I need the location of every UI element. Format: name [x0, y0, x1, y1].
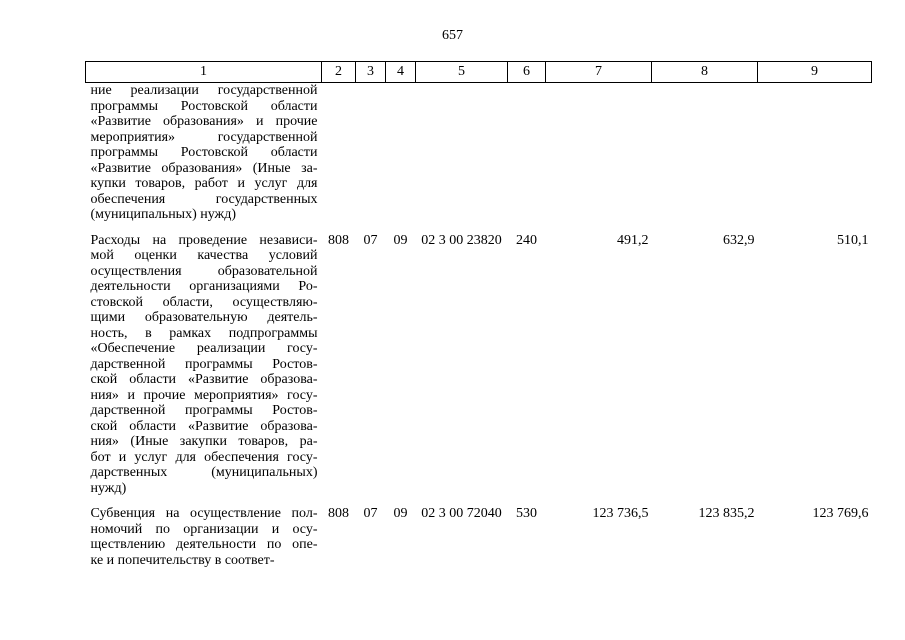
amount-year-3: 510,1 — [837, 232, 869, 248]
description-line: бот и услуг для обеспечения госу- — [90, 449, 318, 465]
target-article-code — [416, 83, 508, 223]
ministry-code: 808 — [328, 232, 349, 248]
description-line: дарственной программы Ростов- — [90, 356, 318, 372]
subsection-code — [386, 83, 416, 223]
column-header: 5 — [416, 62, 508, 83]
description-line: программы Ростовской области — [90, 145, 318, 160]
section-code: 07 — [363, 232, 378, 248]
column-header: 7 — [546, 62, 652, 83]
expense-type-code — [508, 83, 546, 223]
ministry-code: 808 — [328, 506, 349, 521]
amount-year-1: 123 736,5 — [592, 506, 649, 521]
page-number: 657 — [442, 28, 463, 43]
table-row — [86, 83, 872, 223]
target-article-code: 02 3 00 72040 — [421, 506, 502, 521]
expense-type-code: 240 — [516, 232, 537, 248]
row-description — [86, 83, 322, 223]
amount-year-3 — [758, 83, 872, 223]
description-line: «Развитие образования» и прочие — [90, 114, 318, 129]
row-description — [86, 496, 322, 568]
amount-year-1: 491,2 — [617, 232, 649, 248]
ministry-code — [322, 83, 356, 223]
column-header: 6 — [508, 62, 546, 83]
description-line: осуществления образовательной — [90, 263, 318, 279]
description-line: деятельности организациями Ро- — [90, 279, 318, 294]
description-line: Расходы на проведение независи- — [90, 232, 318, 248]
row-description — [86, 223, 322, 497]
description-line: нужд) — [90, 480, 127, 496]
description-line: ке и попечительству в соответ- — [90, 552, 275, 568]
amount-year-2 — [652, 83, 758, 223]
amount-year-2: 123 835,2 — [698, 506, 755, 521]
description-line: (муниципальных) нужд) — [90, 207, 237, 222]
amount-year-2: 632,9 — [723, 232, 755, 248]
description-line: дарственных (муниципальных) — [90, 465, 318, 480]
description-line: купки товаров, работ и услуг для — [90, 176, 318, 191]
column-header: 4 — [386, 62, 416, 83]
description-line: ществлению деятельности по опе- — [90, 537, 318, 552]
budget-table — [85, 61, 872, 568]
amount-year-1 — [546, 83, 652, 223]
description-line: ния» (Иные закупки товаров, ра- — [90, 434, 318, 449]
description-line: ской области «Развитие образова- — [90, 418, 318, 434]
column-header: 9 — [758, 62, 872, 83]
table-body — [86, 83, 872, 569]
subsection-code: 09 — [393, 506, 408, 521]
description-line: мой оценки качества условий — [90, 248, 318, 263]
description-line: Субвенция на осуществление пол- — [90, 506, 318, 521]
description-line: «Развитие образования» (Иные за- — [90, 160, 318, 176]
column-header: 3 — [356, 62, 386, 83]
description-line: ность, в рамках подпрограммы — [90, 325, 318, 341]
subsection-code: 09 — [393, 232, 408, 248]
description-line: дарственной программы Ростов- — [90, 403, 318, 418]
description-line: ния» и прочие мероприятия» госу- — [90, 387, 318, 403]
description-line: ской области «Развитие образова- — [90, 372, 318, 387]
description-line: программы Ростовской области — [90, 98, 318, 114]
expense-type-code: 530 — [516, 506, 537, 521]
section-code — [356, 83, 386, 223]
description-line: обеспечения государственных — [90, 191, 318, 207]
description-line: «Обеспечение реализации госу- — [90, 341, 318, 356]
description-line: мероприятия» государственной — [90, 129, 318, 145]
column-header: 1 — [86, 62, 322, 83]
table-row — [86, 496, 872, 568]
description-line: щими образовательную деятель- — [90, 310, 318, 325]
description-line: ние реализации государственной — [90, 83, 318, 98]
description-line: стовской области, осуществляю- — [90, 294, 318, 310]
table-header-row — [86, 62, 872, 83]
target-article-code: 02 3 00 23820 — [421, 232, 502, 248]
column-header: 8 — [652, 62, 758, 83]
table-row — [86, 223, 872, 497]
column-header: 2 — [322, 62, 356, 83]
amount-year-3: 123 769,6 — [812, 506, 869, 521]
description-line: номочий по организации и осу- — [90, 521, 318, 537]
section-code: 07 — [363, 506, 378, 521]
